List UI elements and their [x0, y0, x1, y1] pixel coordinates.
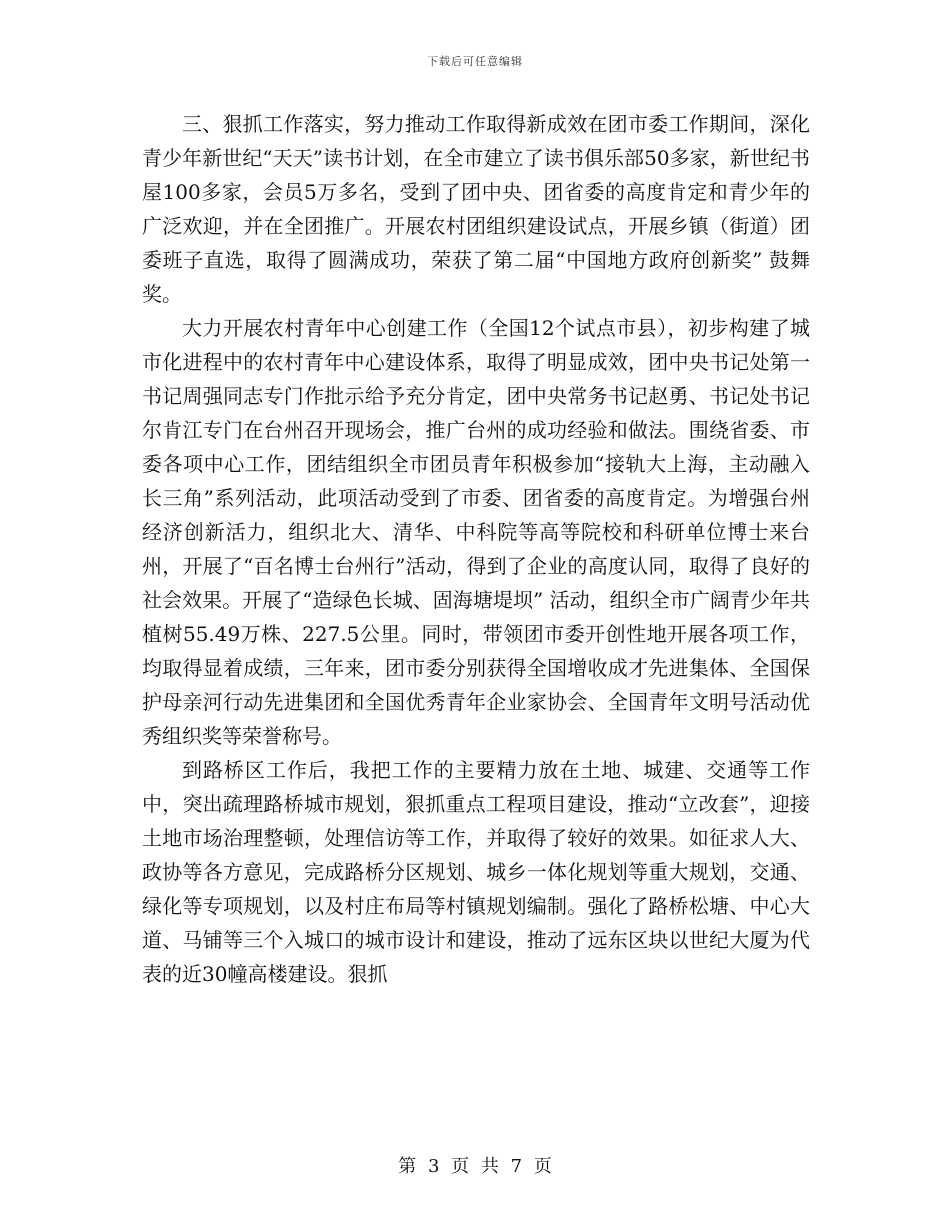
paragraph-2: 大力开展农村青年中心创建工作（全国12个试点市县），初步构建了城市化进程中的农村青年中心建设体系，取得了明显成效，团中央书记处第一书记周强同志专门作批示给予充分肯定，团中央常务书记赵勇、书记处书记尔肯江专门在台州召开现场会，推广台州的成功经验和做法。围绕省委、市委各项中心工作，团结组织全市团员青年积极参加“接轨大上海，主动融入长三角”系列活动，此项活动受到了市委、团省委的高度肯定。为增强台州经济创新活力，组织北大、清华、中科院等高等院校和科研单位博士来台州，开展了“百名博士台州行”活动，得到了企业的高度认同，取得了良好的社会效果。开展了“造绿色长城、固海塘堤坝” 活动，组织全市广阔青少年共植树55.49万株、227.5公里。同时，带领团市委开创性地开展各项工作，均取得显着成绩，三年来，团市委分别获得全国增收成才先进集体、全国保护母亲河行动先进集团和全国优秀青年企业家协会、全国青年文明号活动优秀组织奖等荣誉称号。	[142, 316, 810, 748]
document-body	[142, 107, 810, 991]
paragraph-3: 到路桥区工作后，我把工作的主要精力放在土地、城建、交通等工作中，突出疏理路桥城市规划，狠抓重点工程项目建设，推动“立改套”，迎接土地市场治理整顿，处理信访等工作，并取得了较好的效果。如征求人大、政协等各方意见，完成路桥分区规划、城乡一体化规划等重大规划，交通、绿化等专项规划，以及村庄布局等村镇规划编制。强化了路桥松塘、中心大道、马铺等三个入城口的城市设计和建设，推动了远东区块以世纪大厦为代表的近30幢高楼建设。狠抓	[142, 758, 810, 986]
page-number-footer: 第 3 页 共 7 页	[398, 1156, 552, 1177]
header-note: 下载后可任意编辑	[427, 55, 523, 68]
paragraph-1: 三、狠抓工作落实，努力推动工作取得新成效在团市委工作期间，深化青少年新世纪“天天”读书计划，在全市建立了读书俱乐部50多家，新世纪书屋100多家，会员5万多名，受到了团中央、团省委的高度肯定和青少年的广泛欢迎，并在全团推广。开展农村团组织建设试点，开展乡镇（街道）团委班子直选，取得了圆满成功，荣获了第二届“中国地方政府创新奖” 鼓舞奖。	[142, 112, 810, 306]
